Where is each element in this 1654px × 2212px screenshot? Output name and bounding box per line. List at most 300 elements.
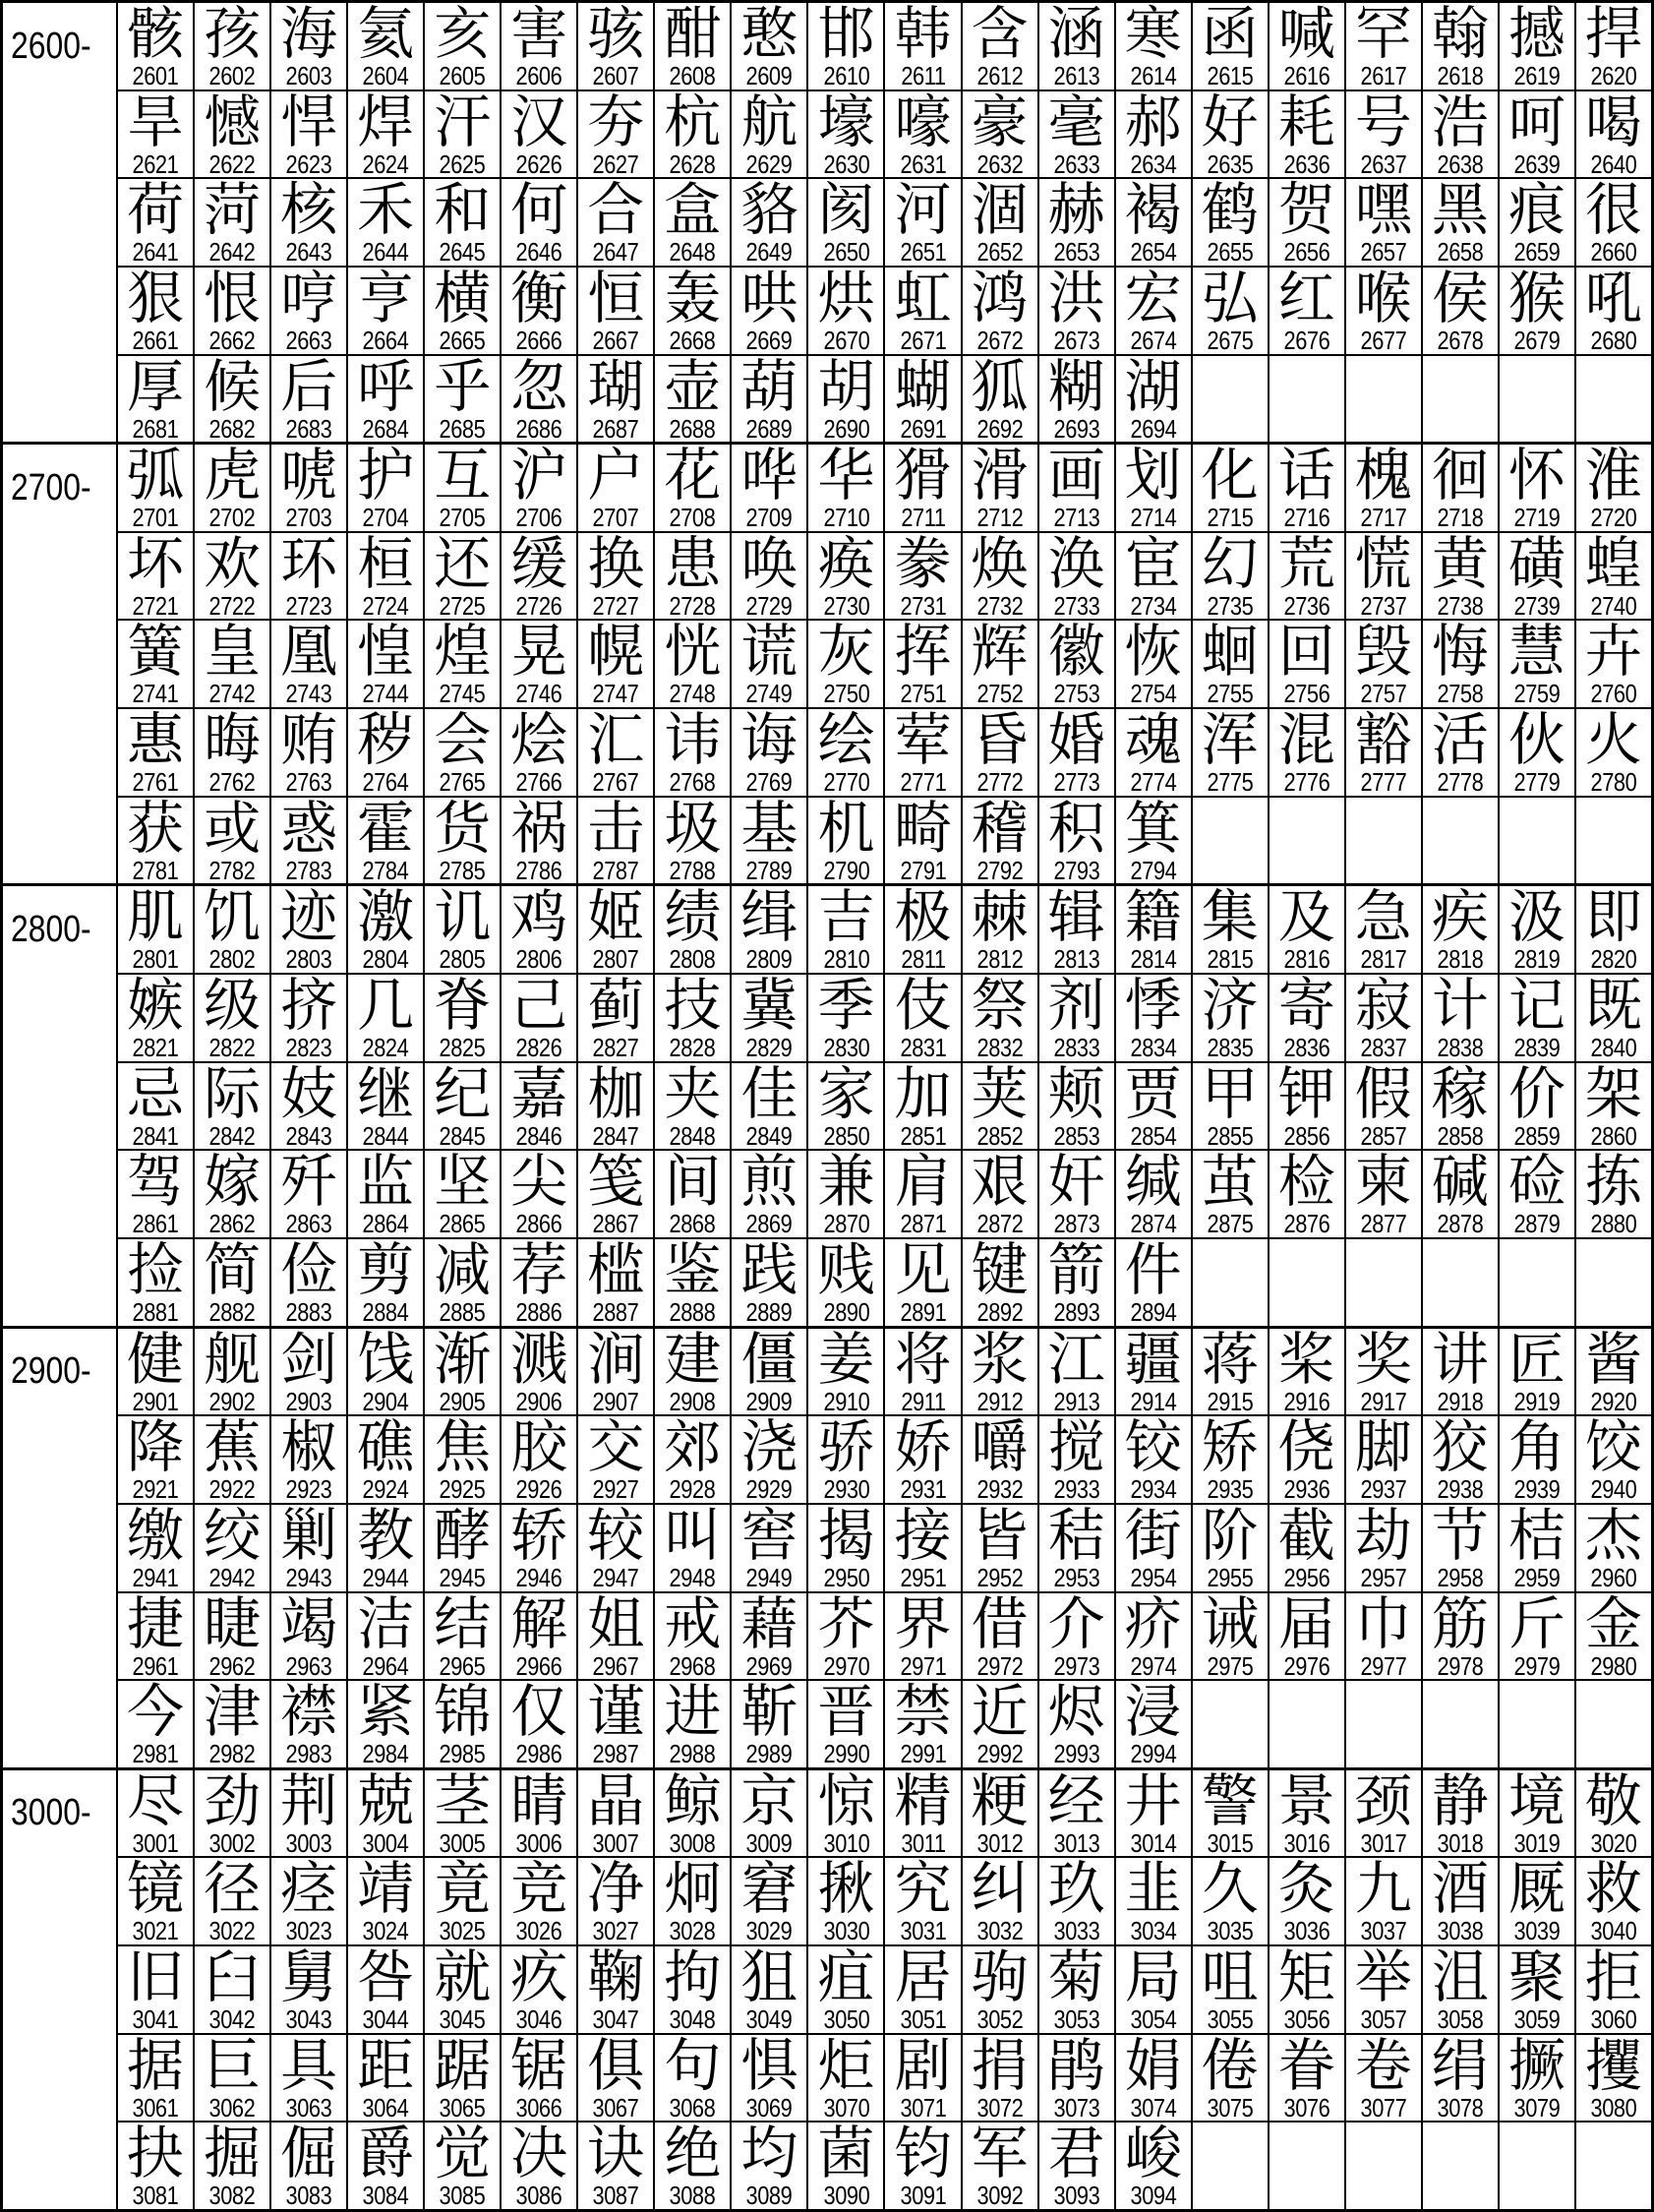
character-glyph: 奸 — [1047, 1151, 1105, 1215]
character-glyph: 疥 — [1124, 1592, 1182, 1656]
char-cell-2607 — [576, 3, 653, 90]
character-glyph: 菌 — [817, 2122, 875, 2186]
char-cell-2632 — [961, 91, 1037, 178]
cell-code: 2832 — [976, 1033, 1023, 1061]
character-glyph: 互 — [434, 445, 492, 508]
cell-code: 2977 — [1360, 1650, 1407, 1680]
cell-code: 3072 — [976, 2092, 1023, 2122]
char-cell-2892 — [961, 1239, 1037, 1326]
char-cell-2841 — [118, 1063, 193, 1150]
char-cell-2851 — [883, 1063, 960, 1150]
char-row — [118, 2121, 1651, 2209]
character-glyph: 健 — [127, 1328, 185, 1392]
character-glyph: 诲 — [740, 709, 798, 773]
character-glyph: 叫 — [664, 1504, 722, 1568]
character-glyph: 皇 — [204, 621, 262, 685]
cell-code: 2673 — [1053, 325, 1100, 354]
cell-code: 2922 — [208, 1474, 256, 1503]
char-cell-2668 — [653, 268, 730, 354]
cell-code: 3043 — [285, 2004, 332, 2033]
cell-code: 3020 — [1590, 1827, 1637, 1857]
character-glyph: 劫 — [1354, 1504, 1412, 1568]
empty-cell — [1344, 356, 1421, 443]
char-row — [118, 707, 1651, 796]
cell-code: 2653 — [1053, 237, 1100, 266]
character-glyph: 拒 — [1584, 1946, 1642, 2010]
character-glyph: 家 — [817, 1062, 875, 1126]
char-cell-2708 — [653, 445, 730, 531]
char-cell-2911 — [883, 1329, 960, 1415]
cell-code: 2780 — [1590, 767, 1637, 796]
cell-code: 2648 — [669, 237, 716, 266]
char-cell-3045 — [423, 1946, 500, 2033]
empty-cell — [1574, 1239, 1651, 1326]
character-glyph: 豢 — [894, 532, 952, 596]
cell-code: 2924 — [362, 1474, 409, 1503]
character-glyph: 弧 — [127, 445, 185, 508]
character-glyph: 诀 — [587, 2122, 645, 2186]
cell-code: 2754 — [1130, 679, 1177, 708]
cell-code: 2687 — [592, 413, 639, 443]
cell-code: 2705 — [439, 503, 486, 531]
char-cell-2986 — [500, 1681, 576, 1767]
char-cell-3060 — [1574, 1946, 1651, 2033]
char-cell-2944 — [346, 1505, 423, 1591]
cell-code: 2993 — [1053, 1739, 1100, 1767]
character-glyph: 俭 — [280, 1238, 338, 1302]
char-cell-3012 — [961, 1770, 1037, 1857]
cell-code: 3086 — [515, 2181, 562, 2210]
character-glyph: 掘 — [204, 2122, 262, 2186]
cell-code: 2638 — [1437, 149, 1484, 178]
char-cell-2983 — [269, 1681, 346, 1767]
char-cell-2723 — [269, 533, 346, 620]
cell-code: 2709 — [745, 503, 793, 531]
empty-cell — [1421, 1681, 1498, 1767]
character-glyph: 毫 — [1047, 90, 1105, 154]
char-cell-2852 — [961, 1063, 1037, 1150]
character-glyph: 红 — [1277, 267, 1335, 330]
cell-code: 2623 — [285, 149, 332, 178]
cell-code: 2686 — [515, 413, 562, 443]
character-glyph: 铰 — [1124, 1416, 1182, 1480]
cell-code: 3061 — [132, 2092, 179, 2122]
character-glyph: 拘 — [664, 1946, 722, 2010]
char-cell-3054 — [1114, 1946, 1191, 2033]
cell-code: 3071 — [900, 2092, 946, 2122]
empty-cell — [1574, 356, 1651, 443]
char-cell-2622 — [193, 91, 269, 178]
cell-code: 2882 — [208, 1296, 256, 1326]
cell-code: 2672 — [976, 325, 1023, 354]
cell-code: 2933 — [1053, 1474, 1100, 1503]
character-glyph: 届 — [1277, 1592, 1335, 1656]
char-cell-2930 — [806, 1416, 883, 1503]
cell-code: 2664 — [362, 325, 409, 354]
character-glyph: 和 — [434, 179, 492, 243]
char-cell-3023 — [269, 1858, 346, 1944]
char-cell-2881 — [118, 1239, 193, 1326]
cell-code: 2973 — [1053, 1650, 1100, 1680]
character-glyph: 痕 — [1507, 179, 1565, 243]
char-cell-2954 — [1114, 1505, 1191, 1591]
char-cell-2791 — [883, 798, 960, 884]
cell-code: 2753 — [1053, 679, 1100, 708]
character-glyph: 佳 — [740, 1062, 798, 1126]
cell-code: 2967 — [592, 1650, 639, 1680]
char-cell-2678 — [1421, 268, 1498, 354]
character-glyph: 徊 — [1431, 445, 1489, 508]
character-glyph: 稼 — [1431, 1062, 1489, 1126]
cell-code: 3004 — [362, 1827, 409, 1857]
character-glyph: 缓 — [510, 532, 568, 596]
char-cell-2671 — [883, 268, 960, 354]
cell-code: 2918 — [1437, 1386, 1484, 1415]
char-row — [118, 266, 1651, 354]
cell-code: 2892 — [976, 1296, 1023, 1326]
cell-code: 2744 — [362, 679, 409, 708]
char-cell-2933 — [1037, 1416, 1114, 1503]
cell-code: 2815 — [1207, 944, 1254, 974]
character-glyph: 兼 — [817, 1151, 875, 1215]
cell-code: 2978 — [1437, 1650, 1484, 1680]
char-cell-2871 — [883, 1151, 960, 1237]
character-glyph: 枷 — [587, 1062, 645, 1126]
cell-code: 2618 — [1437, 61, 1484, 90]
char-cell-2720 — [1574, 445, 1651, 531]
cell-code: 3064 — [362, 2092, 409, 2122]
cell-code: 2831 — [900, 1033, 946, 1061]
cell-code: 2885 — [439, 1296, 486, 1326]
cell-code: 2876 — [1283, 1209, 1330, 1237]
character-glyph: 竞 — [510, 1858, 568, 1922]
character-glyph: 唬 — [280, 445, 338, 508]
character-glyph: 画 — [1047, 445, 1105, 508]
char-cell-2978 — [1421, 1593, 1498, 1680]
cell-code: 2710 — [822, 503, 869, 531]
char-cell-2864 — [346, 1151, 423, 1237]
group-label: 3000- — [11, 1792, 91, 1834]
cell-code: 3082 — [208, 2181, 256, 2210]
character-glyph: 禾 — [357, 179, 415, 243]
character-glyph: 嘉 — [510, 1062, 568, 1126]
char-cell-2609 — [730, 3, 806, 90]
cell-code: 3006 — [515, 1827, 562, 1857]
cell-code: 3001 — [132, 1827, 179, 1857]
cell-code: 3041 — [132, 2004, 179, 2033]
char-cell-2858 — [1421, 1063, 1498, 1150]
cell-code: 3010 — [822, 1827, 869, 1857]
char-cell-2689 — [730, 356, 806, 443]
char-cell-2907 — [576, 1329, 653, 1415]
cell-code: 2848 — [669, 1120, 716, 1150]
character-glyph: 喉 — [1354, 267, 1412, 330]
character-glyph: 化 — [1201, 445, 1259, 508]
cell-code: 2738 — [1437, 590, 1484, 620]
cell-code: 2726 — [515, 590, 562, 620]
cell-code: 2907 — [592, 1386, 639, 1415]
char-cell-2641 — [118, 179, 193, 266]
cell-code: 2755 — [1207, 679, 1254, 708]
character-glyph: 较 — [587, 1504, 645, 1568]
character-glyph: 翰 — [1431, 3, 1489, 66]
cell-code: 2982 — [208, 1739, 256, 1767]
cell-code: 2608 — [669, 61, 716, 90]
character-glyph: 节 — [1431, 1504, 1489, 1568]
cell-code: 2776 — [1283, 767, 1330, 796]
char-cell-3033 — [1037, 1858, 1114, 1944]
character-glyph: 亨 — [357, 267, 415, 330]
character-glyph: 咎 — [357, 1946, 415, 2010]
character-glyph: 精 — [894, 1769, 952, 1833]
character-glyph: 剿 — [280, 1504, 338, 1568]
char-cell-2702 — [193, 445, 269, 531]
character-glyph: 决 — [510, 2122, 568, 2186]
cell-code: 2944 — [362, 1562, 409, 1591]
cell-code: 2730 — [822, 590, 869, 620]
cell-code: 2735 — [1207, 590, 1254, 620]
char-cell-2648 — [653, 179, 730, 266]
cell-code: 3081 — [132, 2181, 179, 2210]
cell-code: 2611 — [900, 61, 946, 90]
character-glyph: 慌 — [1354, 532, 1412, 596]
character-glyph: 境 — [1507, 1769, 1565, 1833]
empty-cell — [1498, 1681, 1574, 1767]
char-cell-2704 — [346, 445, 423, 531]
char-cell-2868 — [653, 1151, 730, 1237]
character-glyph: 酵 — [434, 1504, 492, 1568]
cell-code: 2682 — [208, 413, 256, 443]
char-cell-2918 — [1421, 1329, 1498, 1415]
code-group-2700 — [3, 442, 1651, 883]
character-glyph: 俱 — [587, 2034, 645, 2098]
character-glyph: 级 — [204, 975, 262, 1039]
cell-code: 2845 — [439, 1120, 486, 1150]
char-cell-3068 — [653, 2035, 730, 2122]
character-glyph: 绝 — [664, 2122, 722, 2186]
character-glyph: 骇 — [587, 3, 645, 66]
char-cell-2839 — [1498, 975, 1574, 1061]
cell-code: 3066 — [515, 2092, 562, 2122]
char-cell-3035 — [1191, 1858, 1268, 1944]
character-glyph: 硷 — [1507, 1151, 1565, 1215]
character-glyph: 稽 — [971, 797, 1029, 861]
character-glyph: 捍 — [1584, 3, 1642, 66]
cell-code: 2879 — [1513, 1209, 1561, 1237]
character-glyph: 淮 — [1584, 445, 1642, 508]
group-label-cell — [3, 3, 118, 442]
character-glyph: 歼 — [280, 1151, 338, 1215]
character-glyph: 解 — [510, 1592, 568, 1656]
char-cell-2966 — [500, 1593, 576, 1680]
character-glyph: 憾 — [204, 90, 262, 154]
cell-code: 2862 — [208, 1209, 256, 1237]
char-row — [118, 1679, 1651, 1767]
cell-code: 2804 — [362, 944, 409, 974]
char-cell-2721 — [118, 533, 193, 620]
character-glyph: 句 — [664, 2034, 722, 2098]
character-glyph: 饯 — [357, 1328, 415, 1392]
char-cell-2809 — [730, 886, 806, 973]
character-glyph: 狙 — [740, 1946, 798, 2010]
character-glyph: 晋 — [817, 1681, 875, 1745]
cell-code: 2823 — [285, 1033, 332, 1061]
character-glyph: 将 — [894, 1328, 952, 1392]
char-cell-2792 — [961, 798, 1037, 884]
cell-code: 2627 — [592, 149, 639, 178]
cell-code: 3077 — [1360, 2092, 1407, 2122]
character-glyph: 辉 — [971, 621, 1029, 685]
character-glyph: 恒 — [587, 267, 645, 330]
char-cell-2765 — [423, 709, 500, 796]
char-cell-2768 — [653, 709, 730, 796]
char-cell-2801 — [118, 886, 193, 973]
character-glyph: 菊 — [1047, 1946, 1105, 2010]
cell-code: 2626 — [515, 149, 562, 178]
cell-code: 2737 — [1360, 590, 1407, 620]
cell-code: 2975 — [1207, 1650, 1254, 1680]
cell-code: 3068 — [669, 2092, 716, 2122]
empty-cell — [1191, 1239, 1268, 1326]
char-cell-2754 — [1114, 621, 1191, 707]
character-glyph: 哗 — [740, 445, 798, 508]
cell-code: 2852 — [976, 1120, 1023, 1150]
char-cell-2955 — [1191, 1505, 1268, 1591]
group-grid — [118, 445, 1651, 883]
character-glyph: 纠 — [971, 1858, 1029, 1922]
character-glyph: 礁 — [357, 1416, 415, 1480]
char-cell-2959 — [1498, 1505, 1574, 1591]
char-cell-2811 — [883, 886, 960, 973]
cell-code: 2923 — [285, 1474, 332, 1503]
char-cell-2749 — [730, 621, 806, 707]
char-cell-2643 — [269, 179, 346, 266]
cell-code: 2770 — [822, 767, 869, 796]
character-glyph: 继 — [357, 1062, 415, 1126]
char-cell-2855 — [1191, 1063, 1268, 1150]
cell-code: 3063 — [285, 2092, 332, 2122]
char-cell-2712 — [961, 445, 1037, 531]
cell-code: 3017 — [1360, 1827, 1407, 1857]
cell-code: 2913 — [1053, 1386, 1100, 1415]
character-glyph: 藉 — [740, 1592, 798, 1656]
empty-cell — [1268, 1681, 1344, 1767]
character-glyph: 际 — [204, 1062, 262, 1126]
cell-code: 2866 — [515, 1209, 562, 1237]
cell-code: 2793 — [1053, 855, 1100, 884]
character-glyph: 炯 — [664, 1858, 722, 1922]
char-cell-2789 — [730, 798, 806, 884]
character-glyph: 鸡 — [510, 886, 568, 950]
character-glyph: 簧 — [127, 621, 185, 685]
character-glyph: 恍 — [664, 621, 722, 685]
char-cell-2993 — [1037, 1681, 1114, 1767]
cell-code: 2704 — [362, 503, 409, 531]
cell-code: 2990 — [822, 1739, 869, 1767]
character-glyph: 郊 — [664, 1416, 722, 1480]
cell-code: 2959 — [1513, 1562, 1561, 1591]
character-glyph: 惑 — [280, 797, 338, 861]
char-cell-2803 — [269, 886, 346, 973]
char-cell-2932 — [961, 1416, 1037, 1503]
character-glyph: 尖 — [510, 1151, 568, 1215]
character-glyph: 卉 — [1584, 621, 1642, 685]
character-glyph: 价 — [1507, 1062, 1565, 1126]
character-glyph: 煌 — [434, 621, 492, 685]
char-cell-2914 — [1114, 1329, 1191, 1415]
character-glyph: 迹 — [280, 886, 338, 950]
character-glyph: 嫉 — [127, 975, 185, 1039]
cell-code: 2968 — [669, 1650, 716, 1680]
cell-code: 2861 — [132, 1209, 179, 1237]
character-glyph: 舅 — [280, 1946, 338, 2010]
char-cell-2853 — [1037, 1063, 1114, 1150]
cell-code: 2883 — [285, 1296, 332, 1326]
cell-code: 2782 — [208, 855, 256, 884]
char-cell-3031 — [883, 1858, 960, 1944]
cell-code: 2639 — [1513, 149, 1561, 178]
character-glyph: 会 — [434, 709, 492, 773]
char-cell-2870 — [806, 1151, 883, 1237]
character-glyph: 军 — [971, 2122, 1029, 2186]
char-cell-2688 — [653, 356, 730, 443]
cell-code: 3018 — [1437, 1827, 1484, 1857]
char-cell-2677 — [1344, 268, 1421, 354]
cell-code: 2888 — [669, 1296, 716, 1326]
cell-code: 2805 — [439, 944, 486, 974]
char-cell-2814 — [1114, 886, 1191, 973]
cell-code: 2972 — [976, 1650, 1023, 1680]
cell-code: 2722 — [208, 590, 256, 620]
cell-code: 2762 — [208, 767, 256, 796]
cell-code: 2838 — [1437, 1033, 1484, 1061]
char-cell-2756 — [1268, 621, 1344, 707]
character-glyph: 几 — [357, 975, 415, 1039]
cell-code: 2893 — [1053, 1296, 1100, 1326]
character-glyph: 惠 — [127, 709, 185, 773]
character-glyph: 脚 — [1354, 1416, 1412, 1480]
char-cell-2823 — [269, 975, 346, 1061]
character-glyph: 搅 — [1047, 1416, 1105, 1480]
char-cell-2860 — [1574, 1063, 1651, 1150]
character-glyph: 诫 — [1201, 1592, 1259, 1656]
cell-code: 3055 — [1207, 2004, 1254, 2033]
character-glyph: 寒 — [1124, 3, 1182, 66]
character-glyph: 贺 — [1277, 179, 1335, 243]
character-glyph: 狡 — [1431, 1416, 1489, 1480]
cell-code: 2875 — [1207, 1209, 1254, 1237]
char-cell-2903 — [269, 1329, 346, 1415]
cell-code: 2810 — [822, 944, 869, 974]
char-cell-2661 — [118, 268, 193, 354]
character-glyph: 捡 — [127, 1238, 185, 1302]
char-cell-3087 — [576, 2122, 653, 2209]
char-cell-3059 — [1498, 1946, 1574, 2033]
char-cell-2828 — [653, 975, 730, 1061]
character-glyph: 讥 — [434, 886, 492, 950]
empty-cell — [1574, 1681, 1651, 1767]
character-glyph: 杭 — [664, 90, 722, 154]
cell-code: 2929 — [745, 1474, 793, 1503]
char-cell-2710 — [806, 445, 883, 531]
cell-code: 2619 — [1513, 61, 1561, 90]
cell-code: 2650 — [822, 237, 869, 266]
cell-code: 2859 — [1513, 1120, 1561, 1150]
char-cell-2859 — [1498, 1063, 1574, 1150]
character-glyph: 剑 — [280, 1328, 338, 1392]
cell-code: 2833 — [1053, 1033, 1100, 1061]
character-glyph: 劲 — [204, 1769, 262, 1833]
